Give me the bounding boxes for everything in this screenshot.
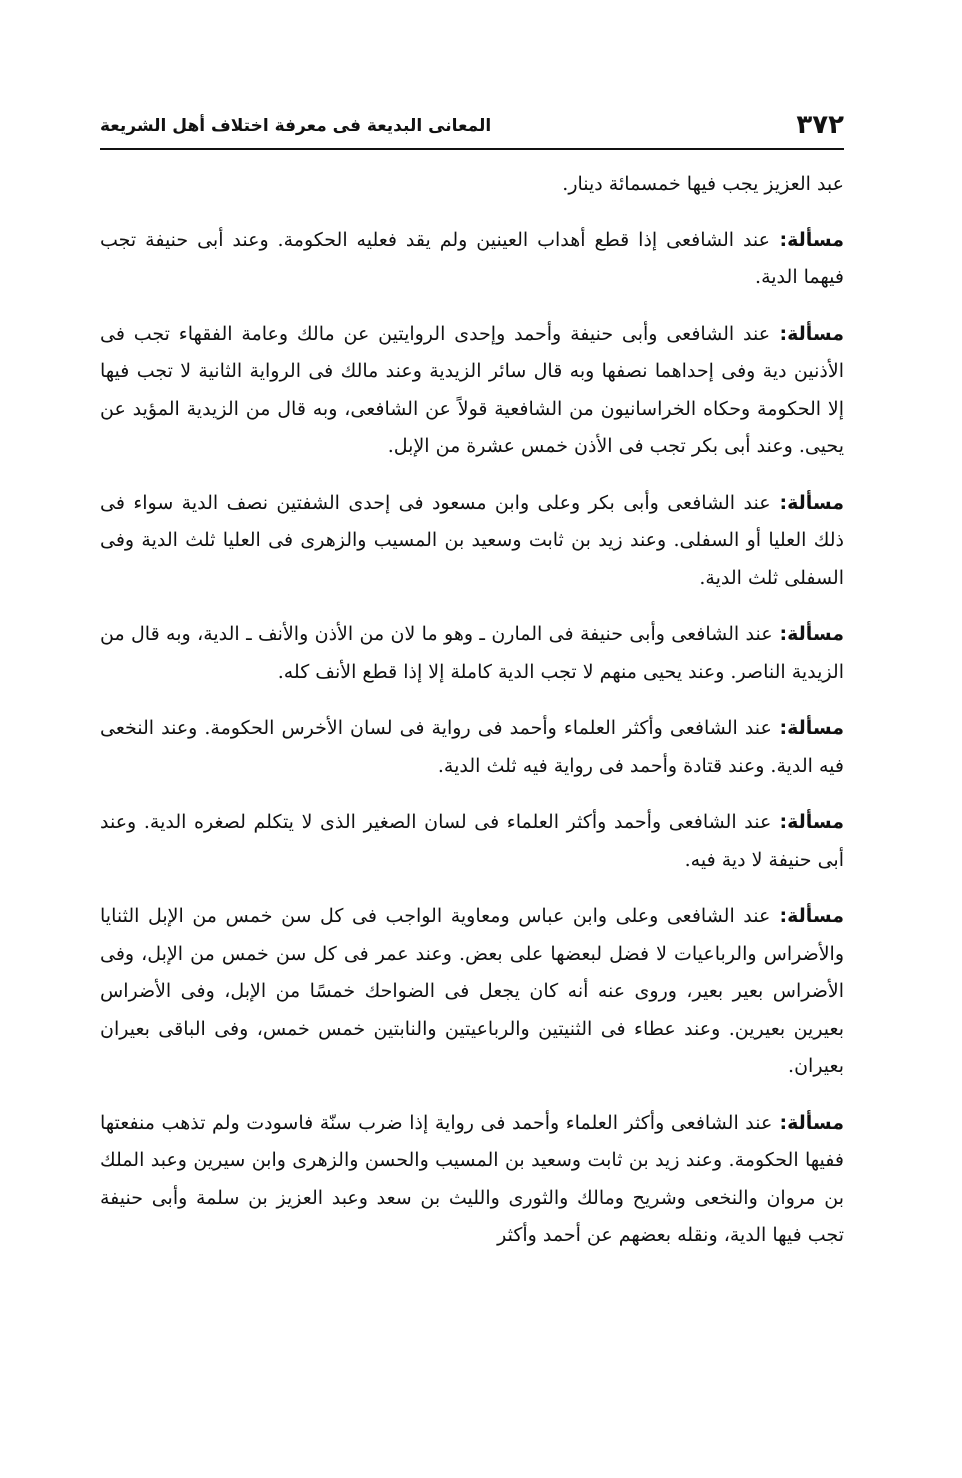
paragraph-text: عند الشافعى وأبى حنيفة وأحمد وإحدى الروايتين عن مالك وعامة الفقهاء تجب فى الأذنين دية وفى إحداهما نصفها وبه قال سائر الزيدية وعند مالك فى الرواية الثانية لا تجب فيها إلا الحكومة وحكاه الخراسانيون من الشافعية قولاً عن الشافعى، وبه قال من الزيدية المؤيد عن يحيى. وعند أبى بكر تجب فى الأذن خمس عشرة من الإبل. [100,322,844,457]
paragraph-text: عند الشافعى وأكثر العلماء وأحمد فى رواية فى لسان الأخرس الحكومة. وعند النخعى فيه الدية. وعند قتادة وأحمد فى رواية فيه ثلث الدية. [100,717,844,777]
paragraph [100,222,844,297]
paragraph-text: عند الشافعى وأكثر العلماء وأحمد فى رواية إذا ضرب سنّة فاسودت ولم تذهب منفعتها ففيها الحكومة. وعند زيد بن ثابت وسعيد بن المسيب والحسن والزهرى وابن سيرين وعبد الملك بن مروان والنخعى وشريح ومالك والثورى والليث بن سعد وعبد العزيز بن سلمة وأبى حنيفة تجب فيها الدية، ونقله بعضهم عن أحمد وأكثر [100,1111,844,1246]
page-number: ٣٧٢ [796,110,844,140]
paragraph-text: عند الشافعى وعلى وابن عباس ومعاوية الواجب فى كل سن خمس من الإبل الثنايا والأضراس والرباعيات لا فضل لبعضها على بعض. وعند عمر فى كل سن خمس من الإبل، وفى الأضراس بعير بعير، وروى عنه أنه كان يجعل فى الضواحك خمسًا من الإبل، وفى الأضراس بعيرين بعيرين. وعند عطاء فى الثنيتين والرباعيتين والنابتين خمس خمس، وفى الباقى بعيران بعيران. [100,905,844,1077]
paragraph [100,710,844,785]
paragraph-text: عند الشافعى وأبى حنيفة فى المارن ـ وهو ما لان من الأذن والأنف ـ الدية، وبه قال من الزيدية الناصر. وعند يحيى منهم لا تجب الدية كاملة إلا إذا قطع الأنف كله. [100,623,844,683]
paragraph [100,166,844,204]
paragraph [100,485,844,598]
paragraph-text: عند الشافعى إذا قطع أهداب العينين ولم يقد فعليه الحكومة. وعند أبى حنيفة تجب فيهما الدية. [100,228,844,288]
paragraph-lead: مسألة: [772,623,844,645]
paragraph-text: عند الشافعى وأبى بكر وعلى وابن مسعود فى إحدى الشفتين نصف الدية سواء فى ذلك العليا أو السفلى. وعند زيد بن ثابت وسعيد بن المسيب والزهرى فى العليا ثلث الدية وفى السفلى ثلث الدية. [100,491,844,589]
paragraph [100,804,844,879]
paragraph [100,616,844,691]
paragraph-lead: مسألة: [771,717,844,739]
paragraph [100,316,844,466]
paragraph-lead: مسألة: [772,1111,844,1134]
header-rule [100,148,844,150]
paragraph-lead: مسألة: [770,491,844,514]
paragraph [100,898,844,1086]
paragraph-lead: مسألة: [770,905,844,927]
paragraph-lead: مسألة: [770,322,844,345]
paragraph-text: عند الشافعى وأحمد وأكثر العلماء فى لسان الصغير الذى لا يتكلم لصغره الدية. وعند أبى حنيفة لا دية فيه. [100,811,844,871]
running-title: المعانى البديعة فى معرفة اختلاف أهل الشريعة [100,116,492,136]
page-header [100,112,844,150]
paragraph [100,1105,844,1255]
body-text [100,166,844,1274]
paragraph-lead: مسألة: [770,228,844,251]
paragraph-text: عبد العزيز يجب فيها خمسمائة دينار. [562,173,844,195]
paragraph-lead: مسألة: [771,811,844,833]
